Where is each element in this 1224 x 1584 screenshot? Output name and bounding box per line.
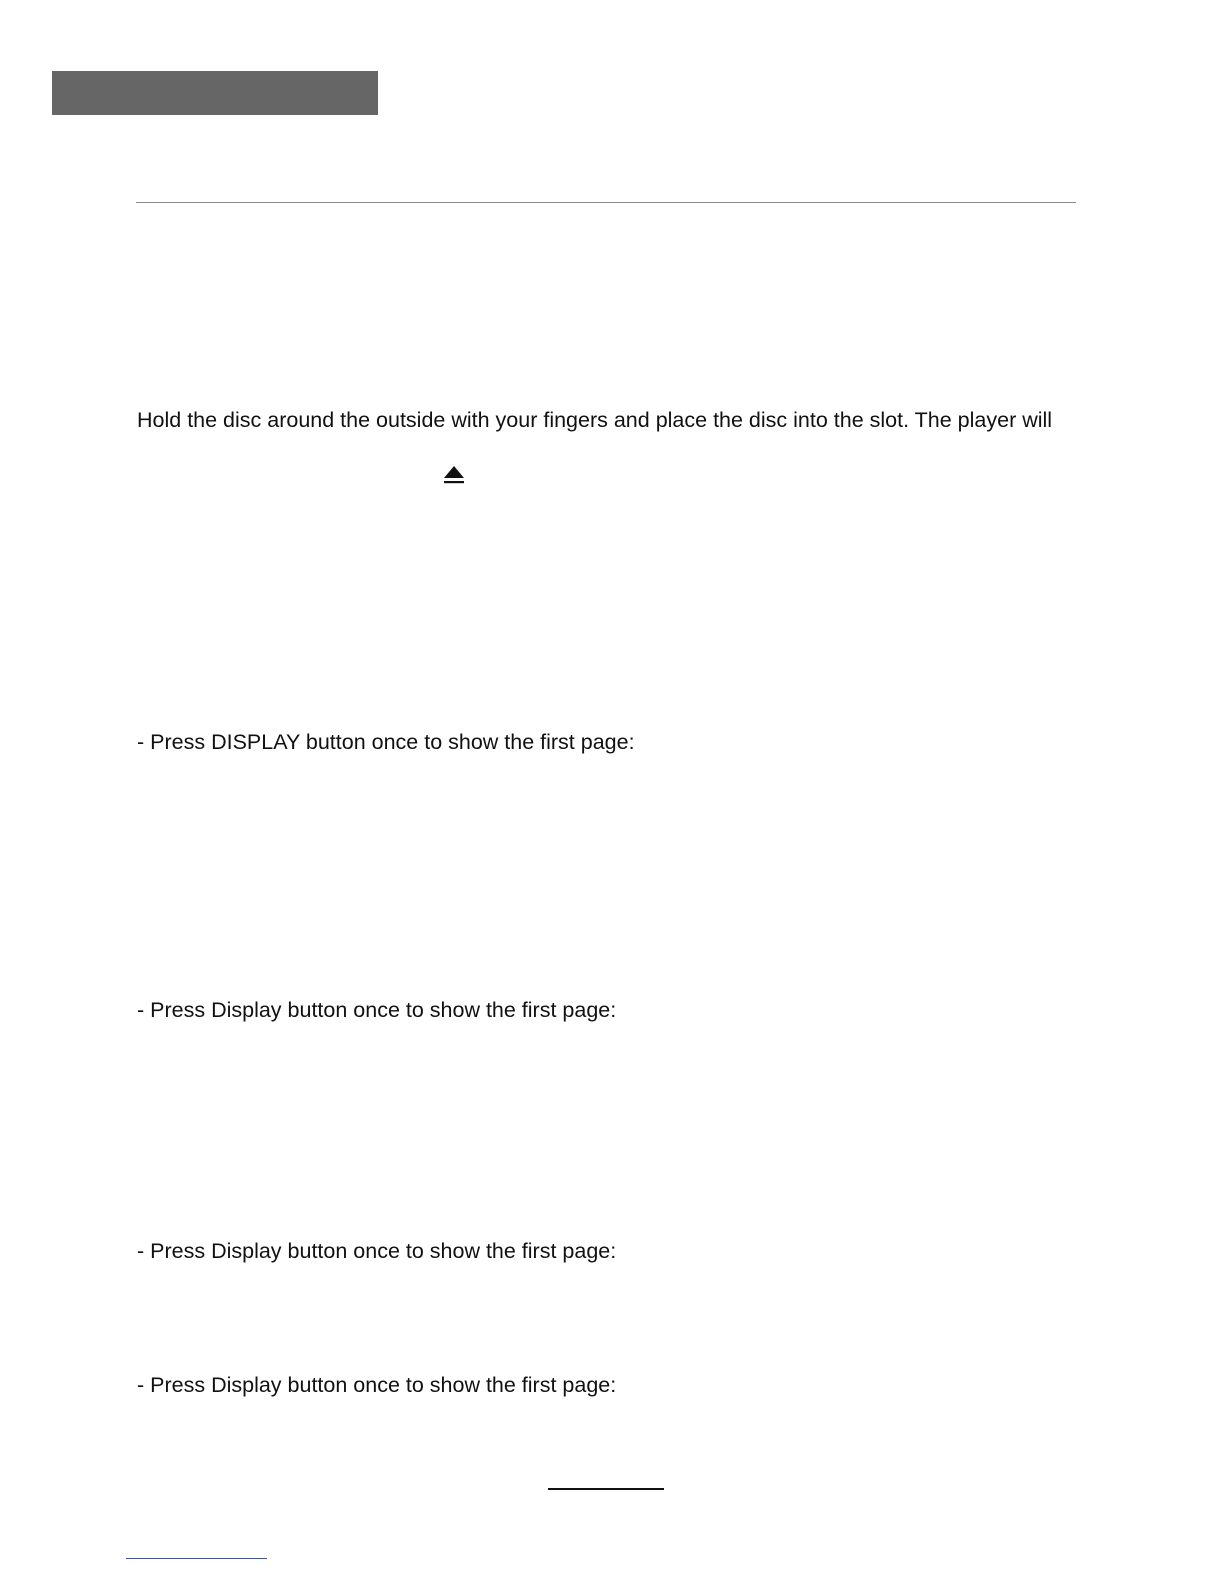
footer-link-underline[interactable]	[126, 1558, 267, 1559]
display-instruction-2: - Press Display button once to show the first page:	[137, 998, 617, 1022]
eject-icon	[443, 465, 465, 485]
insert-disc-paragraph: Hold the disc around the outside with your fingers and place the disc into the slot. The player will	[137, 408, 1053, 432]
display-instruction-3: - Press Display button once to show the first page:	[137, 1239, 617, 1263]
display-instruction-4: - Press Display button once to show the first page:	[137, 1373, 617, 1397]
header-divider	[136, 202, 1076, 203]
page-number-rule	[548, 1488, 664, 1490]
section-header-bar	[52, 71, 378, 115]
display-instruction-1: - Press DISPLAY button once to show the first page:	[137, 730, 635, 754]
